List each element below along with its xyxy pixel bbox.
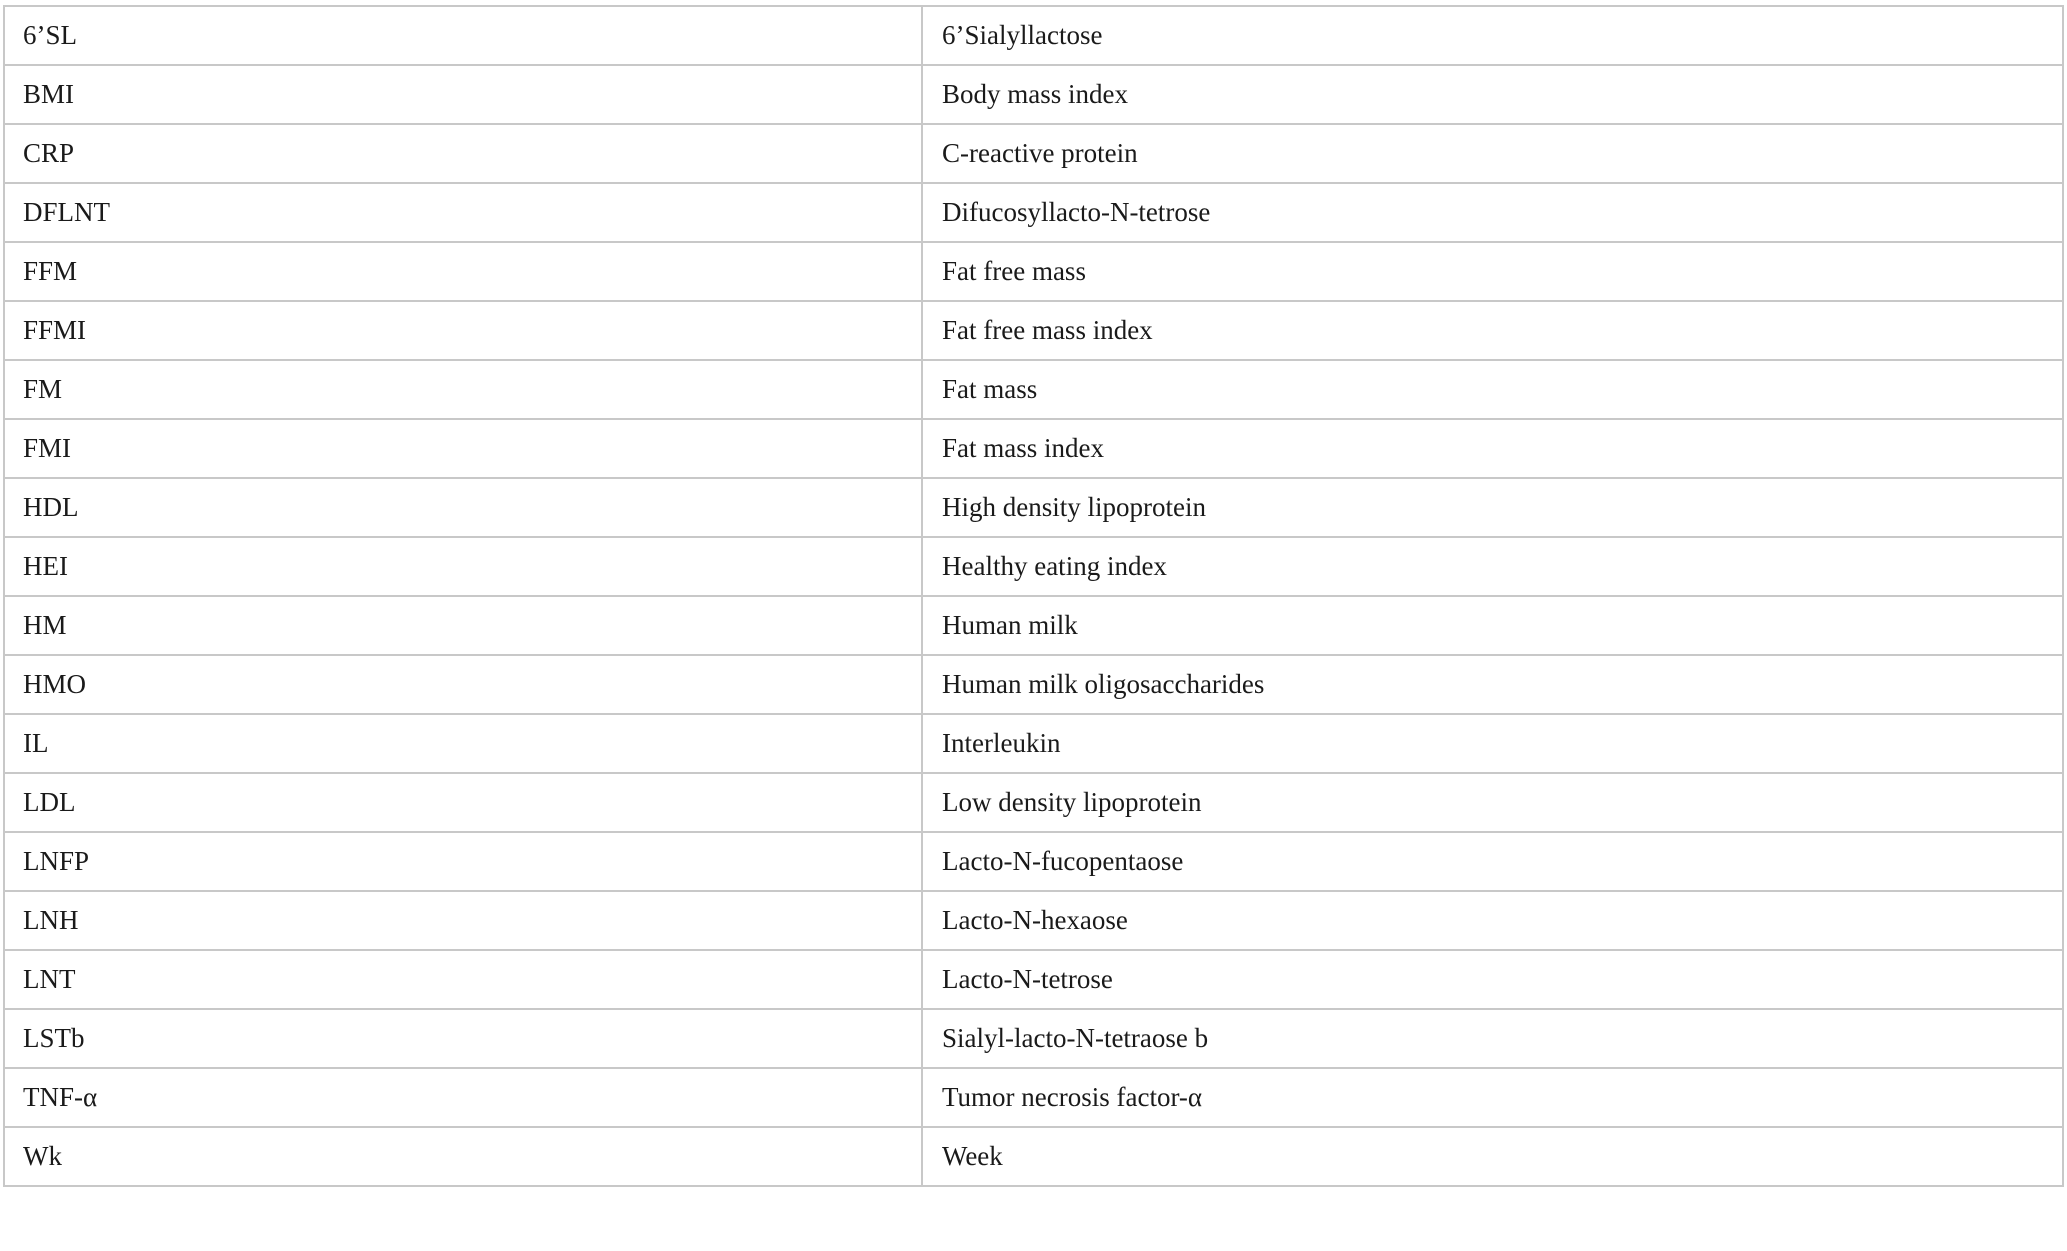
abbreviation-cell: HDL	[4, 478, 922, 537]
table-row	[4, 537, 2063, 596]
abbreviations-table	[3, 5, 2064, 1187]
abbreviation-cell: HEI	[4, 537, 922, 596]
definition-cell: C-reactive protein	[922, 124, 2063, 183]
table-row	[4, 655, 2063, 714]
table-row	[4, 6, 2063, 65]
definition-cell: High density lipoprotein	[922, 478, 2063, 537]
table-row	[4, 242, 2063, 301]
definition-cell: Fat mass index	[922, 419, 2063, 478]
table-row	[4, 124, 2063, 183]
definition-cell: Fat free mass	[922, 242, 2063, 301]
definition-cell: Difucosyllacto-N-tetrose	[922, 183, 2063, 242]
table-row	[4, 1127, 2063, 1186]
abbreviation-cell: LDL	[4, 773, 922, 832]
table-row	[4, 891, 2063, 950]
table-row	[4, 1009, 2063, 1068]
abbreviations-table-body	[4, 6, 2063, 1186]
table-row	[4, 419, 2063, 478]
abbreviation-cell: HM	[4, 596, 922, 655]
definition-cell: Human milk oligosaccharides	[922, 655, 2063, 714]
abbreviation-cell: CRP	[4, 124, 922, 183]
abbreviation-cell: LSTb	[4, 1009, 922, 1068]
abbreviation-cell: DFLNT	[4, 183, 922, 242]
definition-cell: Body mass index	[922, 65, 2063, 124]
abbreviation-cell: BMI	[4, 65, 922, 124]
definition-cell: Fat free mass index	[922, 301, 2063, 360]
abbreviation-cell: FFMI	[4, 301, 922, 360]
definition-cell: Tumor necrosis factor-α	[922, 1068, 2063, 1127]
abbreviation-cell: FFM	[4, 242, 922, 301]
table-row	[4, 596, 2063, 655]
table-row	[4, 1068, 2063, 1127]
definition-cell: Interleukin	[922, 714, 2063, 773]
abbreviation-cell: LNH	[4, 891, 922, 950]
abbreviation-cell: Wk	[4, 1127, 922, 1186]
abbreviation-cell: 6’SL	[4, 6, 922, 65]
definition-cell: Week	[922, 1127, 2063, 1186]
definition-cell: Healthy eating index	[922, 537, 2063, 596]
definition-cell: Sialyl-lacto-N-tetraose b	[922, 1009, 2063, 1068]
table-row	[4, 832, 2063, 891]
table-row	[4, 65, 2063, 124]
abbreviation-cell: LNFP	[4, 832, 922, 891]
abbreviation-cell: HMO	[4, 655, 922, 714]
table-row	[4, 714, 2063, 773]
definition-cell: 6’Sialyllactose	[922, 6, 2063, 65]
abbreviation-cell: FM	[4, 360, 922, 419]
table-row	[4, 950, 2063, 1009]
definition-cell: Human milk	[922, 596, 2063, 655]
definition-cell: Lacto-N-hexaose	[922, 891, 2063, 950]
definition-cell: Fat mass	[922, 360, 2063, 419]
abbreviation-cell: FMI	[4, 419, 922, 478]
definition-cell: Lacto-N-tetrose	[922, 950, 2063, 1009]
abbreviation-cell: LNT	[4, 950, 922, 1009]
abbreviation-cell: IL	[4, 714, 922, 773]
definition-cell: Lacto-N-fucopentaose	[922, 832, 2063, 891]
table-row	[4, 183, 2063, 242]
table-row	[4, 301, 2063, 360]
table-row	[4, 773, 2063, 832]
table-row	[4, 360, 2063, 419]
definition-cell: Low density lipoprotein	[922, 773, 2063, 832]
table-row	[4, 478, 2063, 537]
abbreviation-cell: TNF-α	[4, 1068, 922, 1127]
